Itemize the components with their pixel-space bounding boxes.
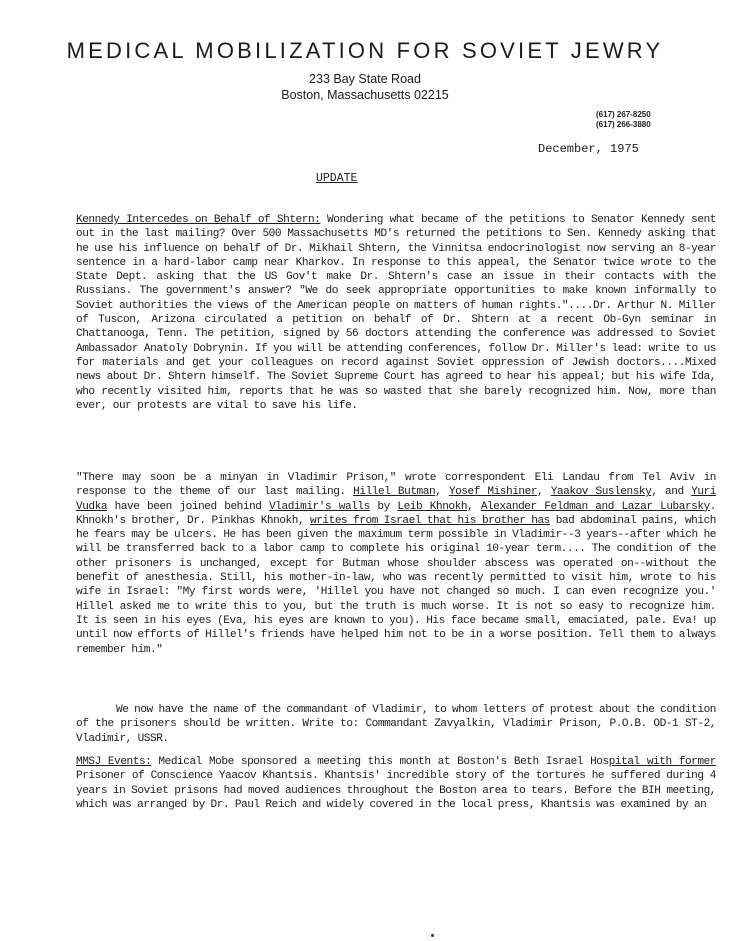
vladimir-text: . Khnokh's brother, Dr. Pinkhas Khnokh, — [76, 500, 716, 527]
name-yaakov-suslensky: Yaakov Suslensky — [550, 486, 652, 499]
names-feldman-lubarsky: Alexander Feldman and Lazar Lubarsky — [480, 500, 710, 513]
phone-1: (617) 267-8250 — [596, 110, 651, 119]
vladimir-text: bad abdominal pains, which he fears may be ulcers. He has been given the maximum term possible in Vladimir--3 years--after which he will be transferred back to a labor camp to complete his original 10-year term.... The condition of the other prisoners is unchanged, except for Butman whose shoulder abscess was operated on--without the benefit of anesthesia. Still, his mother-in-law, who was recently permitted to visit him, wrote to his wife in Israel: "My first words were, 'Hillel you have not changed so much. I can even recognize you.' Hillel asked me to write this to you, but the truth is much worse. It is not so easy to recognize him. It is seen in his eyes (Eva, his eyes are known to you). His face became small, emaciated, pale. Eva! up until now efforts of Hillel's friends have helped him not to be in a worse position. Tell them to always remember him." — [76, 514, 716, 656]
paragraph-commandant: We now have the name of the commandant of Vladimir, to whom letters of protest about the condition of the prisoners should be written. Write to: Commandant Zavyalkin, Vladimir Prison, P.O.B. OD-1 ST-2, Vladimir, USSR. — [76, 704, 716, 745]
update-heading: UPDATE — [316, 172, 358, 185]
paragraph-mmsj-events — [76, 755, 716, 812]
name-leib-khnokh: Leib Khnokh — [397, 500, 468, 513]
paragraph-kennedy — [76, 213, 716, 413]
address-line-1: 233 Bay State Road — [309, 72, 421, 86]
vladimir-walls: Vladimir's walls — [269, 500, 370, 513]
mmsj-events-headline: MMSJ Events: — [76, 756, 152, 768]
vladimir-text: have been joined behind — [107, 500, 270, 513]
mmsj-underlined: pital with former — [608, 756, 716, 768]
writes-from-israel: writes from Israel that his brother has — [310, 514, 550, 527]
name-yosef-mishiner: Yosef Mishiner — [448, 486, 538, 499]
mmsj-text: Prisoner of Conscience Yaacov Khantsis. Khantsis' incredible story of the tortures he suffered during 4 years in Soviet prisons had moved audiences throughout the Boston area to tears. Before the BIH meeting, which was arranged by Dr. Paul Reich and widely covered in the local press, Khantsis was examined by an — [76, 770, 716, 811]
vladimir-text: "There may soon be a minyan in Vladimir Prison," wrote correspondent Eli Landau from Tel Aviv in response to the theme of our last mailing. — [76, 472, 716, 499]
kennedy-body: Wondering what became of the petitions to Senator Kennedy sent out in the last mailing? Over 500 Massachusetts MD's returned the petitions to Sen. Kennedy asking that he use his influence on behalf of Dr. Mikhail Shtern, the Vinnitsa endocrinologist now serving an 8-year sentence in a hard-labor camp near Kharkov. In response to this appeal, the Senator twice wrote to the State Dept. asking that the US Gov't make Dr. Shtern's case an issue in their contacts with the Russians. The government's answer? "We do seek appropriate opportunities to make known informally to Soviet authorities the views of the American people on matters of human rights."....Dr. Arthur N. Miller of Tuscon, Arizona circulated a petition on behalf of Dr. Shtern at a recent Ob-Gyn seminar in Chattanooga, Tenn. The petition, signed by 56 doctors attending the conference was addressed to Soviet Ambassador Anatoly Dobrynin. If you will be attending conferences, follow Dr. Miller's lead: write to us for materials and get your colleagues on record against Soviet oppression of Jewish doctors....Mixed news about Dr. Shtern himself. The Soviet Supreme Court has agreed to hear his appeal; but his wife Ida, who recently visited him, reports that he was so wasted that she barely recognized him. Now, more than ever, our protests are vital to save his life. — [76, 214, 716, 412]
paragraph-vladimir-prison — [76, 471, 716, 657]
address-line-2: Boston, Massachusetts 02215 — [281, 88, 449, 102]
vladimir-text: by — [369, 500, 398, 513]
vladimir-text: , — [537, 486, 551, 499]
kennedy-headline: Kennedy Intercedes on Behalf of Shtern: — [76, 214, 321, 226]
vladimir-text: , — [435, 486, 449, 499]
letter-date: December, 1975 — [538, 142, 639, 156]
vladimir-text: , and — [651, 486, 692, 499]
name-hillel-butman: Hillel Butman — [353, 486, 436, 499]
org-name: MEDICAL MOBILIZATION FOR SOVIET JEWRY — [66, 38, 664, 63]
mmsj-text: Medical Mobe sponsored a meeting this month at Boston's Beth Israel Hos — [151, 756, 609, 768]
vladimir-text: , — [467, 500, 481, 513]
page-mark — [431, 934, 434, 937]
name-yuri-vudka: Yuri Vudka — [76, 486, 717, 513]
phone-2: (617) 266-3880 — [596, 120, 651, 129]
